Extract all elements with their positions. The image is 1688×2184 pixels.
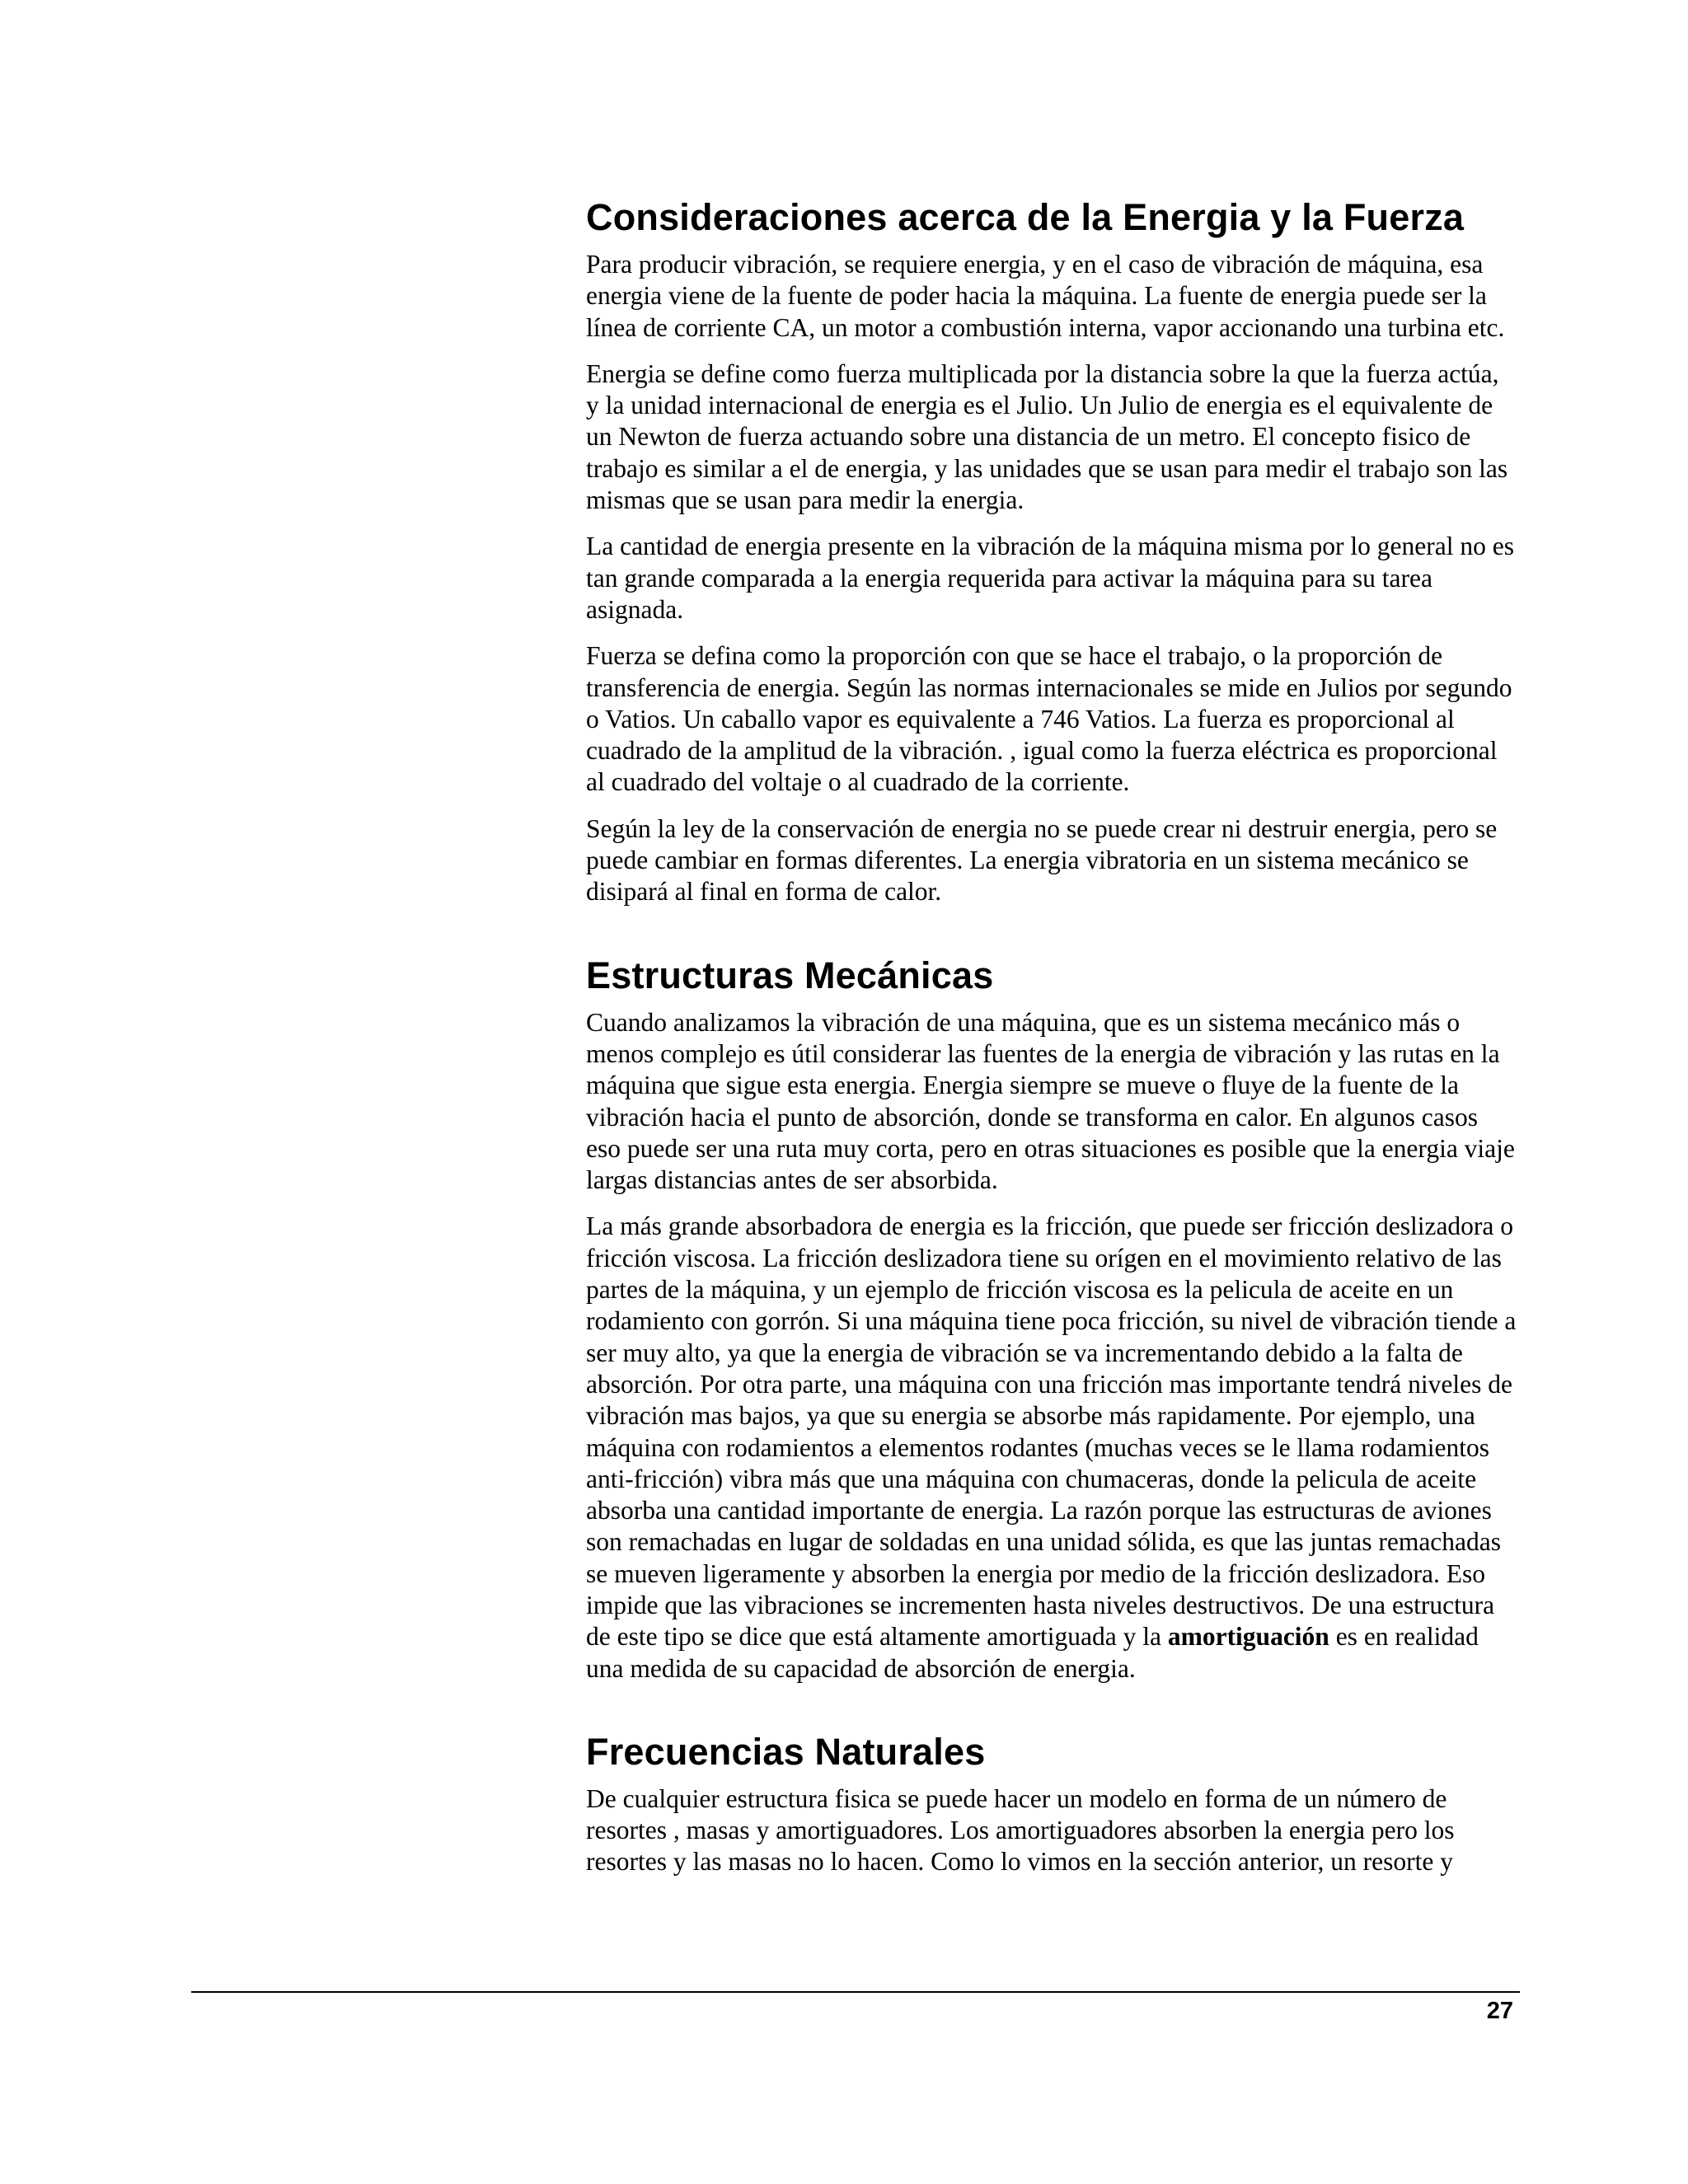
section-heading: Estructuras Mecánicas xyxy=(586,954,994,996)
section-heading: Frecuencias Naturales xyxy=(586,1730,986,1773)
paragraph: Según la ley de la conservación de energia no se puede crear ni destruir energia, pero se puede cambiar en formas diferentes. La energia vibratoria en un sistema mecánico se disipará al final en forma de calor. xyxy=(586,813,1498,907)
paragraph: Para producir vibración, se requiere energia, y en el caso de vibración de máquina, esa energia viene de la fuente de poder hacia la máquina. La fuente de energia puede ser la línea de corriente CA, un motor a combustión interna, vapor accionando una turbina etc. xyxy=(586,250,1505,342)
paragraph: Cuando analizamos la vibración de una máquina, que es un sistema mecánico más o menos complejo es útil considerar las fuentes de la energia de vibración y las rutas en la máquina que sigue esta energia. Energia siempre se mueve o fluye de la fuente de la vibración hacia el punto de absorción, donde se transforma en calor. En algunos casos eso puede ser una ruta muy corta, pero en otras situaciones es posible que la energia viaje largas distancias antes de ser absorbida. xyxy=(586,1007,1515,1195)
text-run: La más grande absorbadora de energia es la fricción, que puede ser fricción deslizadora o fricción viscosa. La fricción deslizadora tiene su orígen en el movimiento relativo de las partes de la máquina, y un ejemplo de fricción viscosa es la pelicula de aceite en un rodamiento con gorrón. Si una máquina tiene poca fricción, su nivel de vibración tiende a ser muy alto, ya que la energia de vibración se va incrementando debido a la falta de absorción. Por otra parte, una máquina con una fricción mas importante tendrá niveles de vibración mas bajos, ya que su energia se absorbe más rapidamente. Por ejemplo, una máquina con rodamientos a elementos rodantes (muchas veces se le llama rodamientos anti-fricción) vibra más que una máquina con chumaceras, donde la pelicula de aceite absorba una cantidad importante de energia. La razón porque las estructuras de aviones son remachadas en lugar de soldadas en una unidad sólida, es que las juntas remachadas se mueven ligeramente y absorben la energia por medio de la fricción deslizadora. Eso impide que las vibraciones se incrementen hasta niveles destructivos. De una estructura de este tipo se dice que está altamente amortiguada y la xyxy=(586,1212,1517,1652)
section-heading: Consideraciones acerca de la Energia y la Fuerza xyxy=(586,196,1465,238)
paragraph: Energia se define como fuerza multiplicada por la distancia sobre la que la fuerza actúa, y la unidad internacional de energia es el Julio. Un Julio de energia es el equivalente de un Newton de fuerza actuando sobre una distancia de un metro. El concepto fisico de trabajo es similar a el de energia, y las unidades que se usan para medir el trabajo son las mismas que se usan para medir la energia. xyxy=(586,359,1508,515)
footer-divider xyxy=(191,1991,1520,1993)
page-number: 27 xyxy=(1486,1998,1513,2024)
section-energia-fuerza xyxy=(586,194,1517,908)
section-frecuencias-naturales xyxy=(586,1729,1517,1878)
paragraph: De cualquier estructura fisica se puede hacer un modelo en forma de un número de resortes , masas y amortiguadores. Los amortiguadores absorben la energia pero los resortes y las masas no lo hacen. Como lo vimos en la sección anterior, un resorte y xyxy=(586,1783,1455,1877)
paragraph-with-bold-term xyxy=(586,1211,1517,1684)
paragraph: Fuerza se defina como la proporción con que se hace el trabajo, o la proporción de transferencia de energia. Según las normas internacionales se mide en Julios por segundo o Vatios. Un caballo vapor es equivalente a 746 Vatios. La fuerza es proporcional al cuadrado de la amplitud de la vibración. , igual como la fuerza eléctrica es proporcional al cuadrado del voltaje o al cuadrado de la corriente. xyxy=(586,641,1512,797)
bold-term: amortiguación xyxy=(1167,1622,1329,1652)
paragraph: La cantidad de energia presente en la vibración de la máquina misma por lo general no es tan grande comparada a la energia requerida para activar la máquina para su tarea asignada. xyxy=(586,532,1514,624)
text-run: es en realidad una medida de su capacidad de absorción de energia. xyxy=(586,1622,1479,1683)
page-content xyxy=(586,194,1517,1893)
section-estructuras-mecanicas xyxy=(586,953,1517,1685)
